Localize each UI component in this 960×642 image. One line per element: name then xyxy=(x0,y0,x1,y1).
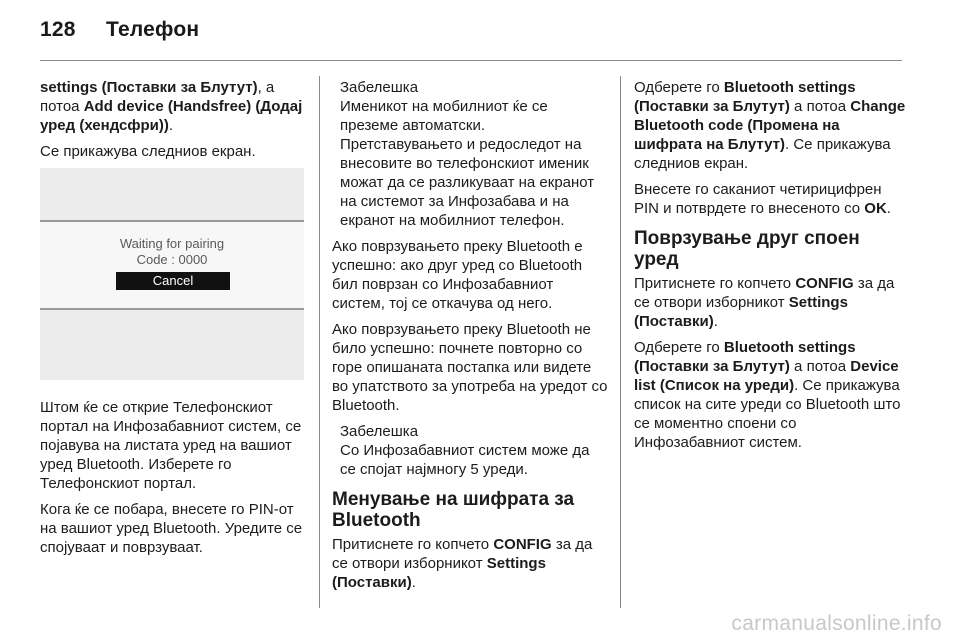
pairing-code-text: Code : 0000 xyxy=(136,252,208,267)
menu-ref: Settings (Поставки) xyxy=(332,555,546,591)
text: Одберете го xyxy=(634,79,724,96)
text: а потоа xyxy=(789,98,851,115)
watermark: carmanualsonline.info xyxy=(731,612,942,635)
text: . Се прикажува следниов екран. xyxy=(634,136,891,172)
col3-paragraph-2 xyxy=(634,180,906,218)
text: Внесете го саканиот четирицифрен PIN и потврдете го внесеното со xyxy=(634,181,882,217)
col1-paragraph-4: Кога ќе се побара, внесете го PIN-от на вашиот уред Bluetooth. Уредите се спојуваат и поврзуваат. xyxy=(40,501,303,556)
text: , а потоа xyxy=(40,79,275,115)
note-title: Забелешка xyxy=(340,423,419,440)
text: . xyxy=(713,313,718,330)
text: за да се отвори изборникот xyxy=(332,536,593,572)
note-title: Забелешка xyxy=(340,79,419,96)
column-3 xyxy=(634,78,906,459)
menu-ref: Change Bluetooth code (Промена на шифрата на Блутут) xyxy=(634,98,906,153)
text: . Се прикажува список на сите уреди со Bluetooth што се моментно споени со Инфозабавниот систем. xyxy=(634,377,901,451)
text: а потоа xyxy=(789,358,851,375)
page-number: 128 xyxy=(40,18,76,41)
menu-ref: Settings (Поставки) xyxy=(634,294,848,330)
menu-ref: Bluetooth settings (Поставки за Блутут) xyxy=(634,79,856,115)
note-text: Имeникот на мобилниот ќе се преземе автоматски. Претставувањето и редоследот на внесовите во телефонскиот именик можат да се разликуваат на екранот на системот за Инфозабава и на екранот на мобилниот телефон. xyxy=(340,98,595,229)
section-heading-connect-device: Поврзување друг споен уред xyxy=(634,228,860,270)
waiting-text: Waiting for pairing xyxy=(119,236,225,251)
text: . xyxy=(411,574,416,591)
col2-paragraph-1: Ако поврзувањето преку Bluetooth е успешно: ако друг уред со Bluetooth бил поврзан со Инфозабавниот систем, тој се откачува од него. xyxy=(332,238,583,312)
col2-paragraph-2: Ако поврзувањето преку Bluetooth не било успешно: почнете повторно со горе опишаната постапка или видете во упатството за употреба на уредот со Bluetooth. xyxy=(332,321,608,414)
column-divider xyxy=(620,76,621,608)
text: Притиснете го копчето xyxy=(332,536,494,553)
menu-ref: Add device (Handsfree) (Додај уред (хендсфри)) xyxy=(40,98,303,134)
text: . xyxy=(168,117,174,134)
section-heading-change-code: Менување на шифрата за Bluetooth xyxy=(332,489,575,531)
col3-paragraph-3 xyxy=(634,274,906,331)
col1-paragraph-2: Се прикажува следниов екран. xyxy=(40,143,256,160)
text: Притиснете го копчето xyxy=(634,275,796,292)
page-title: Телефон xyxy=(106,18,200,41)
note-1 xyxy=(340,78,608,230)
note-2 xyxy=(340,422,608,479)
menu-ref: Device list (Список на уреди) xyxy=(634,358,899,394)
note-text: Со Инфозабавниот систем може да се спојат најмногу 5 уреди. xyxy=(340,442,590,478)
pairing-screen-illustration xyxy=(40,168,304,380)
column-1 xyxy=(40,78,306,564)
col2-paragraph-3 xyxy=(332,535,608,592)
menu-ref: settings (Поставки за Блутут) xyxy=(40,79,258,96)
button-ref: OK xyxy=(864,200,887,217)
col1-paragraph-1 xyxy=(40,78,306,135)
menu-ref: Bluetooth settings (Поставки за Блутут) xyxy=(634,339,856,375)
text: за да се отвори изборникот xyxy=(634,275,895,311)
text: Одберете го xyxy=(634,339,724,356)
column-2 xyxy=(332,78,608,599)
header-rule xyxy=(40,60,902,61)
cancel-button: Cancel xyxy=(116,272,230,290)
button-ref: CONFIG xyxy=(795,275,854,292)
page-header xyxy=(40,18,199,42)
text: . xyxy=(886,200,891,217)
col1-paragraph-3: Штом ќе се открие Телефонскиот портал на Инфозабавниот систем, се појавува на листата уред на вашиот уред Bluetooth. Изберете го Телефонскиот портал. xyxy=(40,399,302,492)
col3-paragraph-1 xyxy=(634,78,906,173)
col3-paragraph-4 xyxy=(634,338,906,452)
button-ref: CONFIG xyxy=(493,536,552,553)
column-divider xyxy=(319,76,320,608)
